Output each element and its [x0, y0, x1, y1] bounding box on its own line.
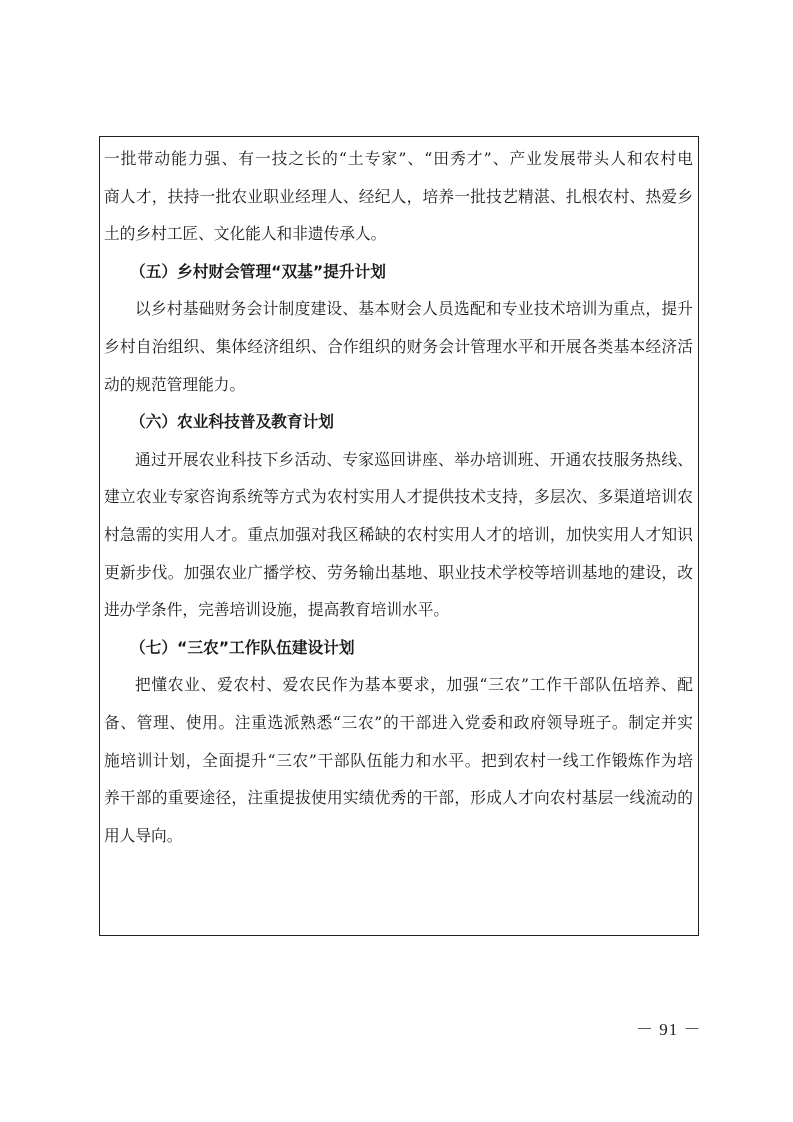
section-heading-7: （七）“三农”工作队伍建设计划 — [130, 637, 355, 657]
body-text-line: 商人才，扶持一批农业职业经理人、经纪人，培养一批技艺精湛、扎根农村、热爱乡 — [104, 186, 693, 206]
body-text-line: 土的乡村工匠、文化能人和非遗传承人。 — [104, 224, 387, 244]
body-text-line: 用人导向。 — [104, 825, 183, 845]
body-text-line: 以乡村基础财务会计制度建设、基本财会人员选配和专业技术培训为重点，提升 — [135, 299, 693, 319]
body-text-line: 养干部的重要途径，注重提拔使用实绩优秀的干部，形成人才向农村基层一线流动的 — [104, 788, 693, 808]
body-text-line: 村急需的实用人才。重点加强对我区稀缺的农村实用人才的培训，加快实用人才知识 — [104, 524, 693, 544]
body-text-line: 更新步伐。加强农业广播学校、劳务输出基地、职业技术学校等培训基地的建设，改 — [104, 562, 693, 582]
body-text-line: 把懂农业、爱农村、爱农民作为基本要求，加强“三农”工作干部队伍培养、配 — [135, 675, 693, 695]
body-text-line: 通过开展农业科技下乡活动、专家巡回讲座、举办培训班、开通农技服务热线、 — [135, 449, 693, 469]
page-number: － 91 － — [636, 1020, 702, 1039]
body-text-line: 一批带动能力强、有一技之长的“土专家”、“田秀才”、产业发展带头人和农村电 — [104, 149, 693, 168]
body-text-line: 动的规范管理能力。 — [104, 374, 246, 394]
section-heading-5: （五）乡村财会管理“双基”提升计划 — [130, 261, 386, 281]
section-heading-6: （六）农业科技普及教育计划 — [130, 412, 334, 432]
body-text-line: 进办学条件，完善培训设施，提高教育培训水平。 — [104, 600, 450, 620]
body-text-line: 建立农业专家咨询系统等方式为农村实用人才提供技术支持，多层次、多渠道培训农 — [104, 487, 693, 507]
body-text-line: 施培训计划，全面提升“三农”干部队伍能力和水平。把到农村一线工作锻炼作为培 — [104, 750, 693, 770]
document-body — [104, 140, 693, 854]
body-text-line: 乡村自治组织、集体经济组织、合作组织的财务会计管理水平和开展各类基本经济活 — [104, 336, 693, 356]
body-text-line: 备、管理、使用。注重选派熟悉“三农”的干部进入党委和政府领导班子。制定并实 — [104, 712, 693, 732]
